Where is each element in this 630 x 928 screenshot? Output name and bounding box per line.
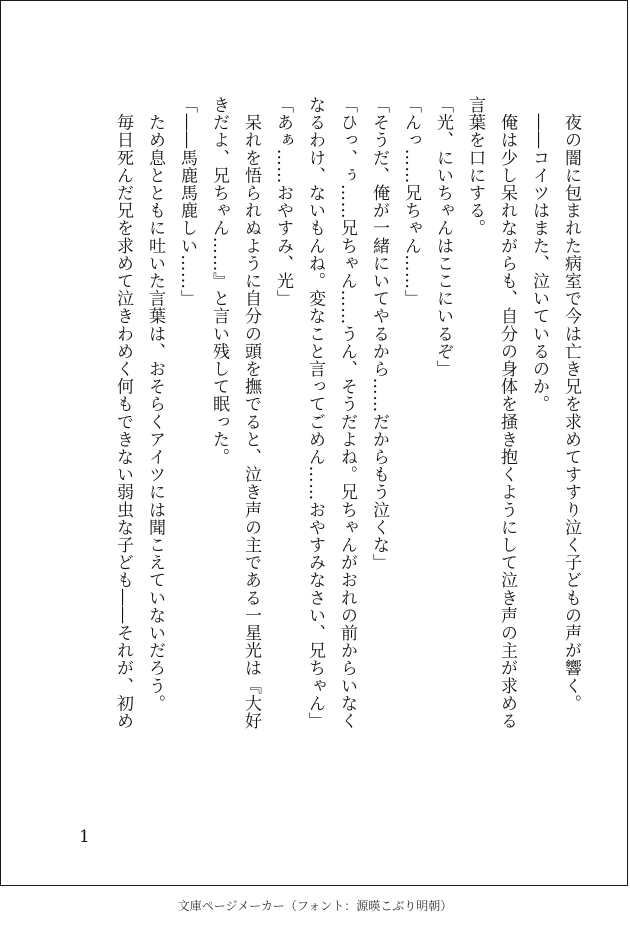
text-line: 毎日死んだ兄を求めて泣きわめく何もできない弱虫な子ども――それが、初め: [113, 96, 133, 730]
text-line: ため息とともに吐いた言葉は、おそらくアイツには聞こえていないだろう。: [145, 96, 165, 712]
text-line: 「光、にいちゃんはここにいるぞ」: [433, 96, 453, 378]
text-line: 「んっ……兄ちゃん……」: [401, 96, 421, 308]
text-line: きだよ、兄ちゃん……』と言い残して眠った。: [209, 96, 229, 466]
text-line: 「そうだ、俺が一緒にいてやるから……だからもう泣くな」: [369, 96, 389, 572]
text-line: 言葉を口にする。: [465, 96, 485, 237]
text-line: 「あぁ……おやすみ、光」: [273, 96, 293, 308]
text-line: 「ひっ、ぅ……兄ちゃん……うん、そうだよね。兄ちゃんがおれの前からいなく: [337, 96, 357, 730]
text-line: 夜の闇に包まれた病室で今は亡き兄を求めてすすり泣く子どもの声が響く。: [561, 96, 581, 712]
footer-credit: 文庫ページメーカー（フォント：源暎こぶり明朝）: [177, 899, 453, 913]
text-line: 俺は少し呆れながらも、自分の身体を掻き抱くようにして泣き声の主が求める: [497, 96, 517, 730]
text-line: ――コイツはまた、泣いているのか。: [529, 96, 549, 413]
page-number: 1: [79, 827, 90, 847]
vertical-text-block: [107, 96, 587, 816]
text-line: なるわけ、ないもんね。変なこと言ってごめん……おやすみなさい、兄ちゃん」: [305, 96, 325, 730]
text-line: 呆れを悟られぬように自分の頭を撫でると、泣き声の主である一星光は『大好: [241, 96, 261, 730]
text-line: 「――馬鹿馬鹿しい……」: [177, 96, 197, 308]
